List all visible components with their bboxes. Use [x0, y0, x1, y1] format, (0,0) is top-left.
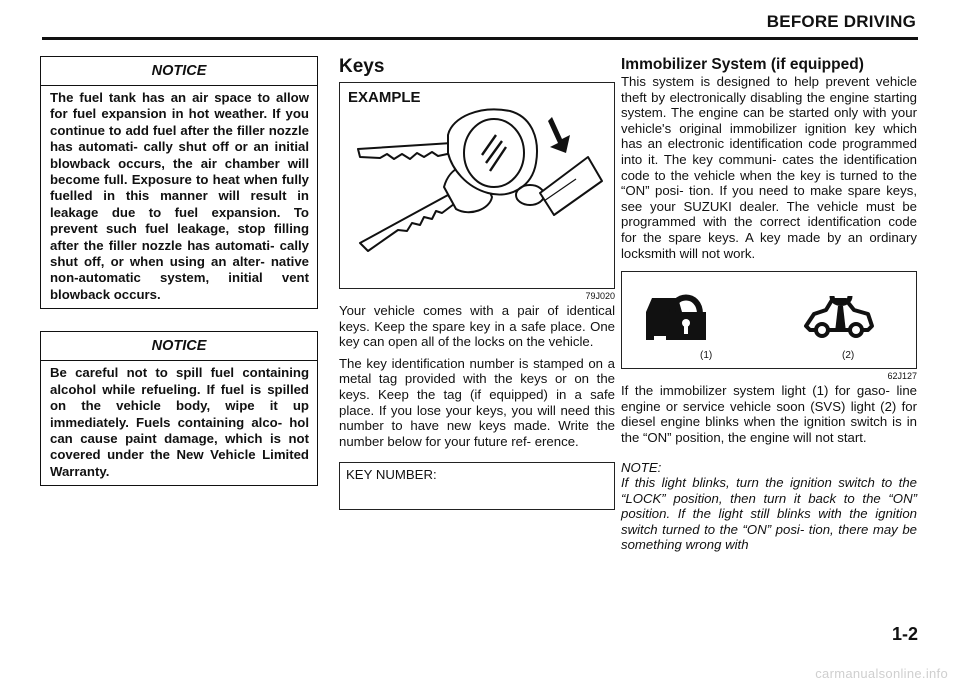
watermark-text: carmanualsonline.info: [815, 666, 948, 681]
notice-box-fuel-expansion: [40, 56, 318, 309]
key-number-box: [339, 462, 615, 510]
keys-section-title: Keys: [339, 56, 385, 77]
notice-box-fuel-spill: [40, 331, 318, 486]
figure-example-label: EXAMPLE: [348, 89, 421, 106]
immobilizer-light-icon: [642, 284, 708, 342]
keys-paragraph-2: The key identification number is stamped on a metal tag provided with the keys or on the keys. Keep the tag (if equipped) in a safe place. If you lose your keys, you will need this number to have new keys made. Write the number below for your future ref- erence.: [339, 355, 615, 449]
middle-column: [339, 56, 615, 510]
notice-body: The fuel tank has an air space to allow for fuel expansion in hot weather. If you continue to add fuel after the filler nozzle has automati- cally shut off or an initial blowback occurs, the air chamber will become full. Exposure to heat when fully fuelled in this manner will result in leakage due to fuel expansion. To prevent such fuel leakage, stop filling after the filler nozzle has automati- cally shut off, or when using an alter- native non-automatic system, initial vent blowback occurs.: [50, 90, 309, 302]
keys-figure-code: 79J020: [585, 291, 615, 301]
immobilizer-paragraph-1: This system is designed to help prevent vehicle theft by electronically disabling the engine starting system. The engine can be started only with your vehicle's original immobilizer ignition key which has an electronic identification code programmed into it. The key communi- cates the identification code to the vehicle when the key is turned to the “ON” posi- tion. If you need to make spare keys, see your SUZUKI dealer. The vehicle must be programmed with the correct identification code for the spare keys. A key made by an ordinary locksmith will not work.: [621, 74, 917, 261]
keys-illustration: [340, 83, 614, 288]
keys-figure: [339, 82, 615, 289]
notice-body: Be careful not to spill fuel containing alcohol while refueling. If fuel is spilled on the vehicle body, wipe it up immediately. Fuels containing alco- hol can cause paint damage, which is not covered under the New Vehicle Limited Warranty.: [50, 365, 309, 479]
icon-2-label: (2): [842, 350, 855, 362]
key-number-label: KEY NUMBER:: [346, 467, 437, 483]
indicator-lights-figure: [621, 271, 917, 369]
note-label: NOTE:: [621, 459, 662, 475]
left-column: [40, 56, 318, 508]
immobilizer-paragraph-2: If the immobilizer system light (1) for gaso- line engine or service vehicle soon (SVS) light (2) for diesel engine blinks when the ignition switch is in the “ON” position, the engine will not start.: [621, 383, 917, 445]
immobilizer-section-title: Immobilizer System (if equipped): [621, 56, 864, 73]
icon-1-label: (1): [700, 350, 713, 362]
header-rule: [42, 37, 918, 40]
note-text: If this light blinks, turn the ignition switch to the “LOCK” position, then turn it back to the “ON” position. If the light still blinks with the ignition switch turned to the “ON” posi- tion, there may be something wrong with: [621, 475, 917, 553]
indicator-figure-code: 62J127: [887, 371, 917, 382]
service-vehicle-soon-light-icon: [802, 292, 876, 342]
notice-title: NOTICE: [41, 57, 317, 86]
page-number: 1-2: [891, 624, 918, 644]
right-column: [621, 56, 917, 553]
notice-title: NOTICE: [41, 332, 317, 361]
keys-paragraph-1: Your vehicle comes with a pair of identical keys. Keep the spare key in a safe place. One key can open all of the locks on the vehicle.: [339, 303, 615, 350]
page-header-title: BEFORE DRIVING: [766, 12, 916, 31]
